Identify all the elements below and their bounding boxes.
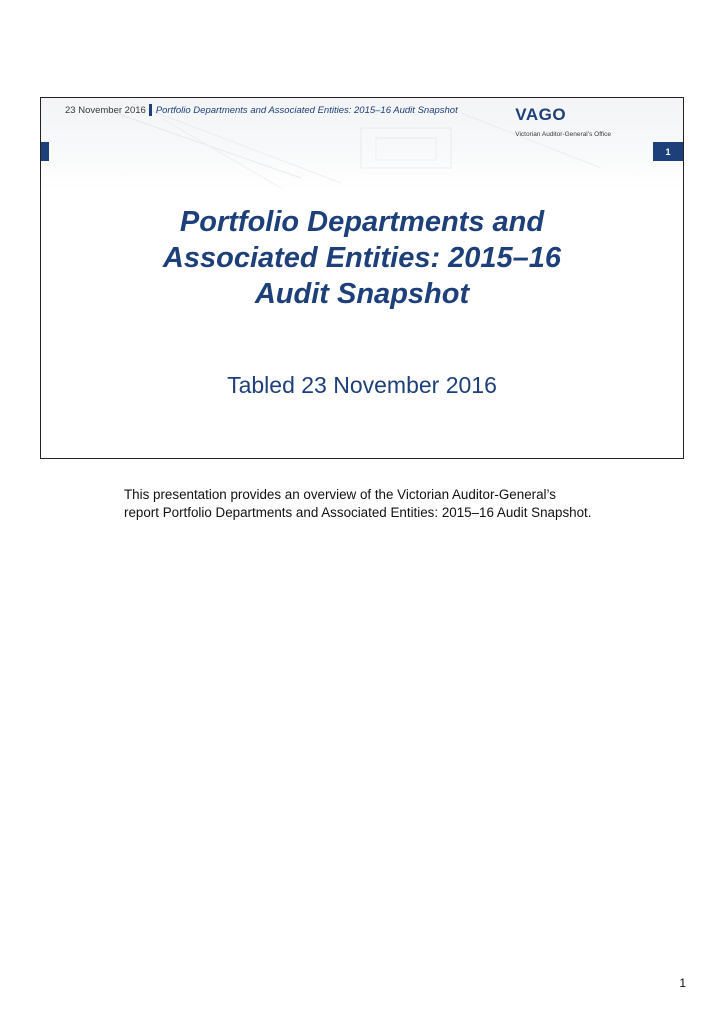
header-subject: Portfolio Departments and Associated Entities: 2015–16 Audit Snapshot [155,104,458,116]
slide-number-badge: 1 [653,142,683,161]
slide-title: Portfolio Departments and Associated Entities: 2015–16 Audit Snapshot [162,206,562,310]
header-divider [149,104,152,116]
left-accent-tab [41,142,49,161]
logo-wordmark: VAGO [515,105,567,124]
vago-logo [515,106,611,138]
header-date: 23 November 2016 [65,104,146,116]
speaker-notes: This presentation provides an overview of the Victorian Auditor-General’s report Portfolio Departments and Associated Entities: 2015–16 Audit Snapshot. [124,487,592,520]
slide-subtitle: Tabled 23 November 2016 [227,372,497,398]
slide-header [65,104,458,116]
logo-subtitle: Victorian Auditor-General’s Office [515,131,611,138]
page-number: 1 [679,976,686,990]
slide-thumbnail [40,97,684,459]
